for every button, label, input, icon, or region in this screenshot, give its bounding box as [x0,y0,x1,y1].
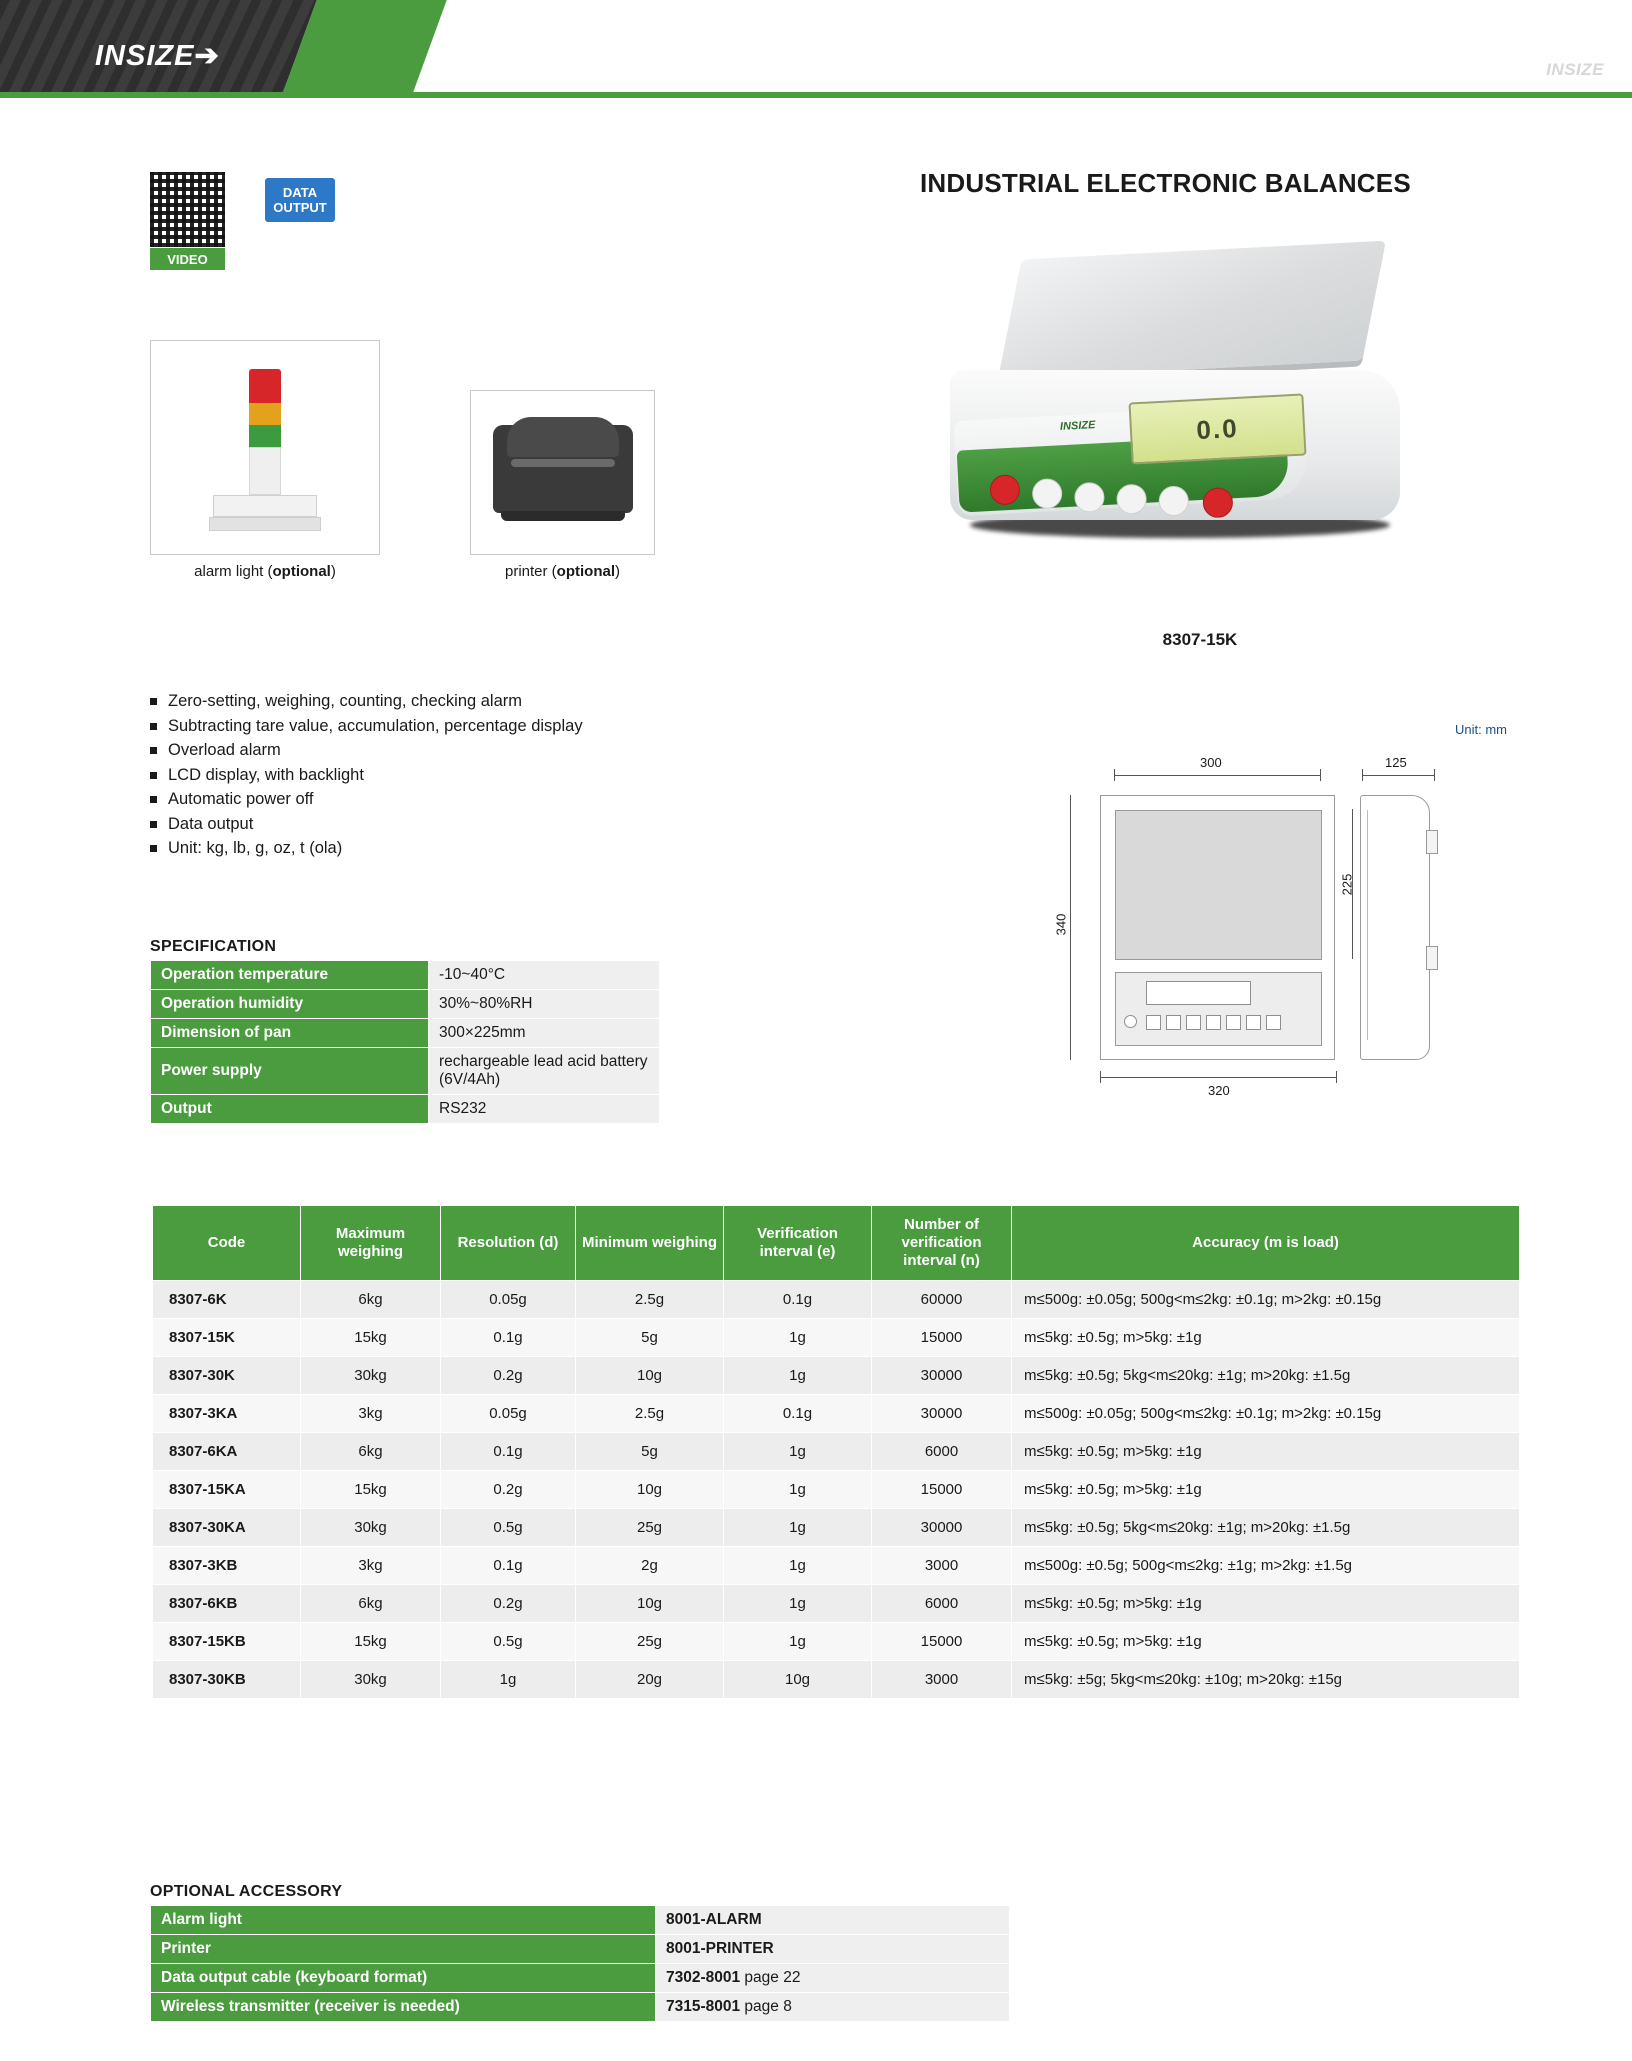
cell-min: 10g [576,1471,724,1509]
accessory-code-text: 8001-ALARM [666,1911,762,1928]
product-button-unit[interactable] [1074,482,1106,514]
cell-max: 15kg [301,1471,441,1509]
table-row [153,1433,1520,1471]
alarm-caption-prefix: alarm light ( [194,563,273,580]
table-row [151,1935,1010,1964]
accessory-code [656,1906,1010,1935]
product-photo [910,230,1490,650]
cell-min: 2.5g [576,1281,724,1319]
table-row [151,990,660,1019]
dim-label-300: 300 [1200,755,1222,770]
front-view-pan [1115,810,1322,960]
printer-base [501,511,625,521]
product-lcd-display: 0.0 [1128,393,1306,464]
product-brand-label: INSIZE [1059,419,1096,433]
front-view-control-panel [1115,972,1322,1046]
accessory-page-ref: page 22 [740,1969,801,1986]
cell-ver: 0.1g [724,1281,872,1319]
cell-max: 3kg [301,1395,441,1433]
table-row [151,1993,1010,2022]
cell-accuracy: m≤5kg: ±0.5g; m>5kg: ±1g [1012,1585,1520,1623]
list-item: Unit: kg, lb, g, oz, t (ola) [150,837,770,861]
accessory-name: Printer [151,1935,656,1964]
spec-value: rechargeable lead acid battery (6V/4Ah) [429,1048,660,1095]
alarm-base [213,495,317,517]
cell-res: 0.05g [441,1281,576,1319]
dim-tick [1320,769,1321,781]
accessory-code-text: 8001-PRINTER [666,1940,774,1957]
alarm-red-segment [249,369,281,403]
front-view-key [1186,1015,1201,1030]
list-item: Zero-setting, weighing, counting, checking alarm [150,690,770,714]
alarm-light-caption [150,563,380,580]
accessory-table [150,1905,1010,2022]
printer-lid [507,417,619,457]
table-row [153,1319,1520,1357]
front-view-key [1166,1015,1181,1030]
cell-max: 30kg [301,1661,441,1699]
cell-code: 8307-3KA [153,1395,301,1433]
weighing-pan [998,241,1386,380]
cell-ver: 0.1g [724,1395,872,1433]
table-row [153,1623,1520,1661]
cell-ver: 1g [724,1585,872,1623]
table-row [153,1395,1520,1433]
cell-code: 8307-30K [153,1357,301,1395]
cell-code: 8307-3KB [153,1547,301,1585]
spec-value: 30%~80%RH [429,990,660,1019]
printer-caption-bold: optional [556,563,615,580]
cell-code: 8307-6KB [153,1585,301,1623]
cell-min: 10g [576,1357,724,1395]
page-title: INDUSTRIAL ELECTRONIC BALANCES [920,168,1411,198]
cell-max: 30kg [301,1509,441,1547]
product-button-tare[interactable] [989,474,1021,506]
front-view-knob [1124,1015,1137,1028]
table-row [151,1964,1010,1993]
spec-key: Output [151,1095,429,1124]
accessory-name: Wireless transmitter (receiver is needed) [151,1993,656,2022]
list-item: Data output [150,813,770,837]
cell-code: 8307-30KA [153,1509,301,1547]
cell-res: 0.1g [441,1547,576,1585]
table-row [153,1509,1520,1547]
cell-accuracy: m≤500g: ±0.05g; 500g<m≤2kg: ±0.1g; m>2kg: ±0.15g [1012,1395,1520,1433]
header-watermark-logo: INSIZE [1546,60,1604,79]
cell-min: 5g [576,1433,724,1471]
cell-accuracy: m≤5kg: ±0.5g; 5kg<m≤20kg: ±1g; m>20kg: ±1.5g [1012,1357,1520,1395]
cell-ver: 1g [724,1319,872,1357]
alarm-caption-suffix: ) [330,563,336,580]
table-row [151,1019,660,1048]
printer-caption [470,563,655,580]
cell-res: 0.1g [441,1433,576,1471]
front-view-key [1146,1015,1161,1030]
qr-code-icon[interactable] [150,172,225,247]
dim-label-225: 225 [1339,873,1355,896]
specification-title: SPECIFICATION [150,938,277,955]
printer-caption-suffix: ) [615,563,620,580]
dim-tick [1362,769,1363,781]
page-header [0,0,1632,98]
spec-value: 300×225mm [429,1019,660,1048]
cell-ver: 1g [724,1357,872,1395]
cell-min: 5g [576,1319,724,1357]
accessory-code-text: 7302-8001 [666,1969,741,1986]
cell-code: 8307-15KB [153,1623,301,1661]
cell-min: 20g [576,1661,724,1699]
cell-max: 15kg [301,1319,441,1357]
cell-max: 6kg [301,1433,441,1471]
insize-logo [95,38,220,73]
cell-code: 8307-6K [153,1281,301,1319]
front-view-key [1206,1015,1221,1030]
cell-res: 0.2g [441,1585,576,1623]
cell-accuracy: m≤5kg: ±0.5g; 5kg<m≤20kg: ±1g; m>20kg: ±1.5g [1012,1509,1520,1547]
cell-n: 30000 [872,1357,1012,1395]
dim-tick [1434,769,1435,781]
table-row [153,1471,1520,1509]
cell-ver: 10g [724,1661,872,1699]
dim-label-340: 340 [1053,913,1069,936]
dim-line-340 [1070,795,1071,1060]
accessory-title: OPTIONAL ACCESSORY [150,1883,343,1900]
cell-max: 6kg [301,1281,441,1319]
dim-tick [1114,769,1115,781]
table-row [153,1357,1520,1395]
table-row [153,1585,1520,1623]
cell-ver: 1g [724,1623,872,1661]
side-view-tab [1426,946,1438,970]
accessory-page-ref: page 8 [740,1998,792,2015]
cell-n: 3000 [872,1661,1012,1699]
header-green-line [0,92,1632,98]
th-verification-interval: Verification interval (e) [724,1206,872,1281]
list-item: Subtracting tare value, accumulation, percentage display [150,715,770,739]
insize-logo-text: INSIZE [95,40,195,72]
dim-tick [1100,1071,1101,1083]
front-view-key [1266,1015,1281,1030]
video-badge[interactable]: VIDEO [150,248,225,270]
cell-min: 2g [576,1547,724,1585]
spec-key: Operation temperature [151,961,429,990]
cell-accuracy: m≤5kg: ±0.5g; m>5kg: ±1g [1012,1319,1520,1357]
cell-accuracy: m≤500g: ±0.5g; 500g<m≤2kg: ±1g; m>2kg: ±1.5g [1012,1547,1520,1585]
cell-max: 15kg [301,1623,441,1661]
table-row [151,1048,660,1095]
accessory-code-text: 7315-8001 [666,1998,741,2015]
th-accuracy: Accuracy (m is load) [1012,1206,1520,1281]
alarm-light-photo [150,340,380,555]
printer-paper-slot [511,459,615,467]
printer-photo [470,390,655,555]
front-view-outline [1100,795,1335,1060]
cell-n: 15000 [872,1471,1012,1509]
cell-n: 6000 [872,1585,1012,1623]
product-button-zero[interactable] [1031,478,1063,510]
table-row [153,1547,1520,1585]
cell-max: 6kg [301,1585,441,1623]
side-view-outline [1360,795,1430,1060]
accessory-name: Alarm light [151,1906,656,1935]
cell-accuracy: m≤500g: ±0.05g; 500g<m≤2kg: ±0.1g; m>2kg: ±0.15g [1012,1281,1520,1319]
cell-ver: 1g [724,1509,872,1547]
cell-n: 15000 [872,1623,1012,1661]
spec-value: RS232 [429,1095,660,1124]
cell-n: 15000 [872,1319,1012,1357]
alarm-orange-segment [249,403,281,425]
dim-label-125: 125 [1385,755,1407,770]
list-item: Automatic power off [150,788,770,812]
cell-res: 0.2g [441,1471,576,1509]
spec-key: Power supply [151,1048,429,1095]
cell-res: 0.1g [441,1319,576,1357]
cell-min: 25g [576,1509,724,1547]
data-output-line2: OUTPUT [273,200,327,215]
cell-n: 60000 [872,1281,1012,1319]
alarm-body [249,447,281,495]
cell-res: 1g [441,1661,576,1699]
cell-code: 8307-6KA [153,1433,301,1471]
th-minimum-weighing: Minimum weighing [576,1206,724,1281]
cell-n: 30000 [872,1509,1012,1547]
table-row [153,1661,1520,1699]
table-header-row [153,1206,1520,1281]
list-item: Overload alarm [150,739,770,763]
alarm-clamp [209,517,321,531]
unit-label: Unit: mm [1455,722,1507,737]
cell-ver: 1g [724,1433,872,1471]
th-maximum-weighing: Maximum weighing [301,1206,441,1281]
cell-max: 30kg [301,1357,441,1395]
table-row [151,961,660,990]
cell-min: 25g [576,1623,724,1661]
th-number-of-verification-interval: Number of verification interval (n) [872,1206,1012,1281]
cell-res: 0.5g [441,1509,576,1547]
side-view-tab [1426,830,1438,854]
accessory-code [656,1964,1010,1993]
alarm-caption-bold: optional [272,563,331,580]
spec-value: -10~40°C [429,961,660,990]
dim-line-125 [1362,775,1434,776]
dim-line-300 [1114,775,1320,776]
th-code: Code [153,1206,301,1281]
table-row [151,1095,660,1124]
cell-code: 8307-15KA [153,1471,301,1509]
printer-caption-prefix: printer ( [504,563,557,580]
models-table [152,1205,1520,1699]
side-view-inner-line [1367,810,1413,1040]
spec-key: Operation humidity [151,990,429,1019]
list-item: LCD display, with backlight [150,764,770,788]
feature-list [150,690,770,862]
front-view-lcd [1146,981,1251,1005]
dimension-drawing [1030,755,1540,1115]
cell-accuracy: m≤5kg: ±0.5g; m>5kg: ±1g [1012,1471,1520,1509]
cell-n: 6000 [872,1433,1012,1471]
table-row [151,1906,1010,1935]
accessory-code [656,1993,1010,2022]
alarm-green-segment [249,425,281,447]
logo-arrow-icon: ➔ [194,40,220,72]
cell-code: 8307-30KB [153,1661,301,1699]
product-code-label: 8307-15K [1162,630,1238,649]
cell-ver: 1g [724,1471,872,1509]
data-output-line1: DATA [282,185,318,200]
accessory-name: Data output cable (keyboard format) [151,1964,656,1993]
dim-line-320 [1100,1077,1336,1078]
cell-min: 10g [576,1585,724,1623]
cell-accuracy: m≤5kg: ±0.5g; m>5kg: ±1g [1012,1433,1520,1471]
cell-n: 3000 [872,1547,1012,1585]
cell-res: 0.5g [441,1623,576,1661]
th-resolution: Resolution (d) [441,1206,576,1281]
cell-res: 0.05g [441,1395,576,1433]
front-view-key [1226,1015,1241,1030]
table-row [153,1281,1520,1319]
spec-key: Dimension of pan [151,1019,429,1048]
front-view-key [1246,1015,1261,1030]
cell-n: 30000 [872,1395,1012,1433]
cell-res: 0.2g [441,1357,576,1395]
specification-table [150,960,660,1124]
cell-min: 2.5g [576,1395,724,1433]
front-view-keys [1146,1013,1296,1033]
cell-ver: 1g [724,1547,872,1585]
cell-accuracy: m≤5kg: ±0.5g; m>5kg: ±1g [1012,1623,1520,1661]
cell-accuracy: m≤5kg: ±5g; 5kg<m≤20kg: ±10g; m>20kg: ±15g [1012,1661,1520,1699]
cell-max: 3kg [301,1547,441,1585]
dim-tick [1336,1071,1337,1083]
cell-code: 8307-15K [153,1319,301,1357]
accessory-code [656,1935,1010,1964]
dim-label-320: 320 [1208,1083,1230,1098]
data-output-badge [265,178,335,222]
